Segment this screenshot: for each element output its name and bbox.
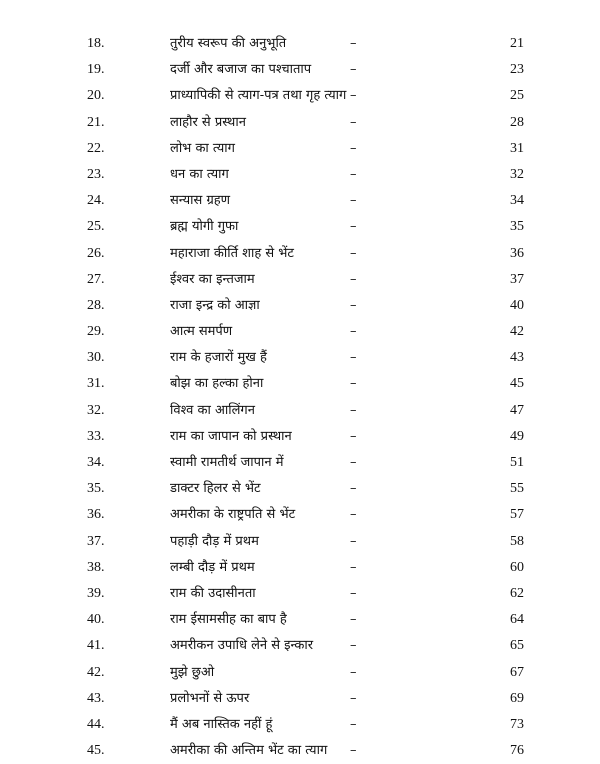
entry-page: 21 (510, 36, 524, 51)
toc-row (0, 738, 600, 764)
entry-page: 35 (510, 219, 524, 235)
toc-row (0, 345, 600, 371)
entry-page: 62 (510, 585, 524, 601)
entry-dash: – (350, 481, 357, 497)
entry-page: 47 (510, 402, 524, 418)
entry-dash: – (350, 219, 357, 235)
toc-row (0, 712, 600, 738)
entry-dash: – (350, 114, 357, 130)
entry-number: 34. (87, 455, 105, 470)
entry-dash: – (350, 36, 357, 51)
entry-dash: – (350, 245, 357, 261)
entry-number: 41. (87, 638, 105, 654)
entry-number: 19. (87, 62, 105, 78)
entry-dash: – (350, 297, 357, 313)
entry-title: अमरीकन उपाधि लेने से इन्कार (170, 638, 314, 654)
entry-page: 57 (510, 507, 524, 523)
entry-page: 25 (510, 88, 524, 104)
entry-page: 42 (510, 324, 524, 340)
entry-dash: – (350, 324, 357, 340)
entry-dash: – (350, 533, 357, 549)
entry-page: 45 (510, 376, 524, 392)
toc-row (0, 57, 600, 83)
entry-title: प्राध्यापिकी से त्याग-पत्र तथा गृह त्याग (170, 88, 347, 104)
entry-dash: – (350, 455, 357, 470)
toc-row (0, 529, 600, 555)
entry-dash: – (350, 271, 357, 287)
entry-number: 38. (87, 559, 105, 575)
entry-title: धन का त्याग (170, 166, 229, 182)
entry-dash: – (350, 350, 357, 366)
entry-number: 24. (87, 193, 105, 209)
entry-page: 67 (510, 664, 524, 680)
entry-page: 51 (510, 455, 524, 470)
entry-page: 76 (510, 743, 524, 759)
entry-page: 58 (510, 533, 524, 549)
entry-title: पहाड़ी दौड़ में प्रथम (170, 533, 259, 549)
entry-number: 39. (87, 585, 105, 601)
entry-title: लाहौर से प्रस्थान (170, 114, 246, 130)
entry-number: 31. (87, 376, 105, 392)
entry-number: 40. (87, 612, 105, 628)
entry-page: 65 (510, 638, 524, 654)
entry-page: 36 (510, 245, 524, 261)
entry-page: 55 (510, 481, 524, 497)
entry-page: 49 (510, 428, 524, 444)
toc-row (0, 476, 600, 502)
toc-row (0, 83, 600, 109)
toc-row (0, 633, 600, 659)
entry-dash: – (350, 612, 357, 628)
toc-row (0, 110, 600, 136)
entry-number: 20. (87, 88, 105, 104)
toc-row (0, 188, 600, 214)
entry-title: तुरीय स्वरूप की अनुभूति (170, 36, 287, 51)
toc-row (0, 581, 600, 607)
entry-title: राम का जापान को प्रस्थान (170, 428, 292, 444)
toc-row (0, 293, 600, 319)
entry-number: 44. (87, 716, 105, 732)
toc-row (0, 241, 600, 267)
entry-number: 25. (87, 219, 105, 235)
entry-title: लोभ का त्याग (170, 140, 235, 156)
entry-page: 23 (510, 62, 524, 78)
toc-row (0, 398, 600, 424)
entry-page: 34 (510, 193, 524, 209)
entry-title: मैं अब नास्तिक नहीं हूं (170, 716, 273, 732)
entry-page: 28 (510, 114, 524, 130)
entry-dash: – (350, 638, 357, 654)
entry-dash: – (350, 559, 357, 575)
entry-page: 73 (510, 716, 524, 732)
entry-page: 69 (510, 690, 524, 706)
entry-dash: – (350, 428, 357, 444)
entry-dash: – (350, 140, 357, 156)
entry-dash: – (350, 62, 357, 78)
entry-title: लम्बी दौड़ में प्रथम (170, 559, 255, 575)
entry-title: महाराजा कीर्ति शाह से भेंट (170, 245, 294, 261)
entry-title: आत्म समर्पण (170, 324, 233, 340)
entry-title: राम के हजारों मुख हैं (170, 350, 267, 366)
entry-number: 21. (87, 114, 105, 130)
entry-number: 37. (87, 533, 105, 549)
entry-number: 27. (87, 271, 105, 287)
entry-title: अमरीका के राष्ट्रपति से भेंट (170, 507, 296, 523)
entry-number: 18. (87, 36, 105, 51)
entry-title: ईश्वर का इन्तजाम (170, 271, 255, 287)
entry-title: विश्व का आलिंगन (170, 402, 255, 418)
toc-row (0, 31, 600, 57)
entry-number: 32. (87, 402, 105, 418)
entry-dash: – (350, 507, 357, 523)
toc-row (0, 214, 600, 240)
entry-title: सन्यास ग्रहण (170, 193, 231, 209)
entry-title: प्रलोभनों से ऊपर (170, 690, 250, 706)
toc-row (0, 660, 600, 686)
entry-dash: – (350, 585, 357, 601)
entry-number: 22. (87, 140, 105, 156)
entry-page: 43 (510, 350, 524, 366)
entry-dash: – (350, 88, 357, 104)
entry-title: राजा इन्द्र को आज्ञा (170, 297, 260, 313)
entry-page: 32 (510, 166, 524, 182)
toc-row (0, 136, 600, 162)
entry-number: 29. (87, 324, 105, 340)
entry-number: 36. (87, 507, 105, 523)
entry-title: ब्रह्म योगी गुफा (170, 219, 239, 235)
entry-number: 33. (87, 428, 105, 444)
entry-number: 42. (87, 664, 105, 680)
entry-dash: – (350, 664, 357, 680)
entry-page: 37 (510, 271, 524, 287)
entry-dash: – (350, 402, 357, 418)
entry-page: 40 (510, 297, 524, 313)
entry-number: 30. (87, 350, 105, 366)
entry-number: 28. (87, 297, 105, 313)
toc-row (0, 555, 600, 581)
toc-row (0, 424, 600, 450)
toc-row (0, 607, 600, 633)
entry-page: 31 (510, 140, 524, 156)
toc-row (0, 319, 600, 345)
toc-row (0, 162, 600, 188)
entry-number: 43. (87, 690, 105, 706)
entry-title: बोझ का हल्का होना (170, 376, 264, 392)
entry-number: 23. (87, 166, 105, 182)
entry-dash: – (350, 376, 357, 392)
entry-dash: – (350, 193, 357, 209)
entry-title: दर्जी और बजाज का पश्चाताप (170, 62, 312, 78)
entry-dash: – (350, 743, 357, 759)
entry-dash: – (350, 716, 357, 732)
entry-page: 64 (510, 612, 524, 628)
entry-title: मुझे छुओ (170, 664, 215, 680)
toc-row (0, 502, 600, 528)
entry-dash: – (350, 166, 357, 182)
toc-row (0, 450, 600, 476)
entry-number: 35. (87, 481, 105, 497)
entry-number: 26. (87, 245, 105, 261)
entry-dash: – (350, 690, 357, 706)
entry-title: अमरीका की अन्तिम भेंट का त्याग (170, 743, 328, 759)
toc-row (0, 371, 600, 397)
toc-row (0, 267, 600, 293)
table-of-contents (0, 31, 600, 764)
entry-title: राम की उदासीनता (170, 585, 256, 601)
entry-title: राम ईसामसीह का बाप है (170, 612, 287, 628)
entry-title: डाक्टर हिलर से भेंट (170, 481, 261, 497)
entry-title: स्वामी रामतीर्थ जापान में (170, 455, 284, 470)
toc-row (0, 686, 600, 712)
entry-number: 45. (87, 743, 105, 759)
entry-page: 60 (510, 559, 524, 575)
